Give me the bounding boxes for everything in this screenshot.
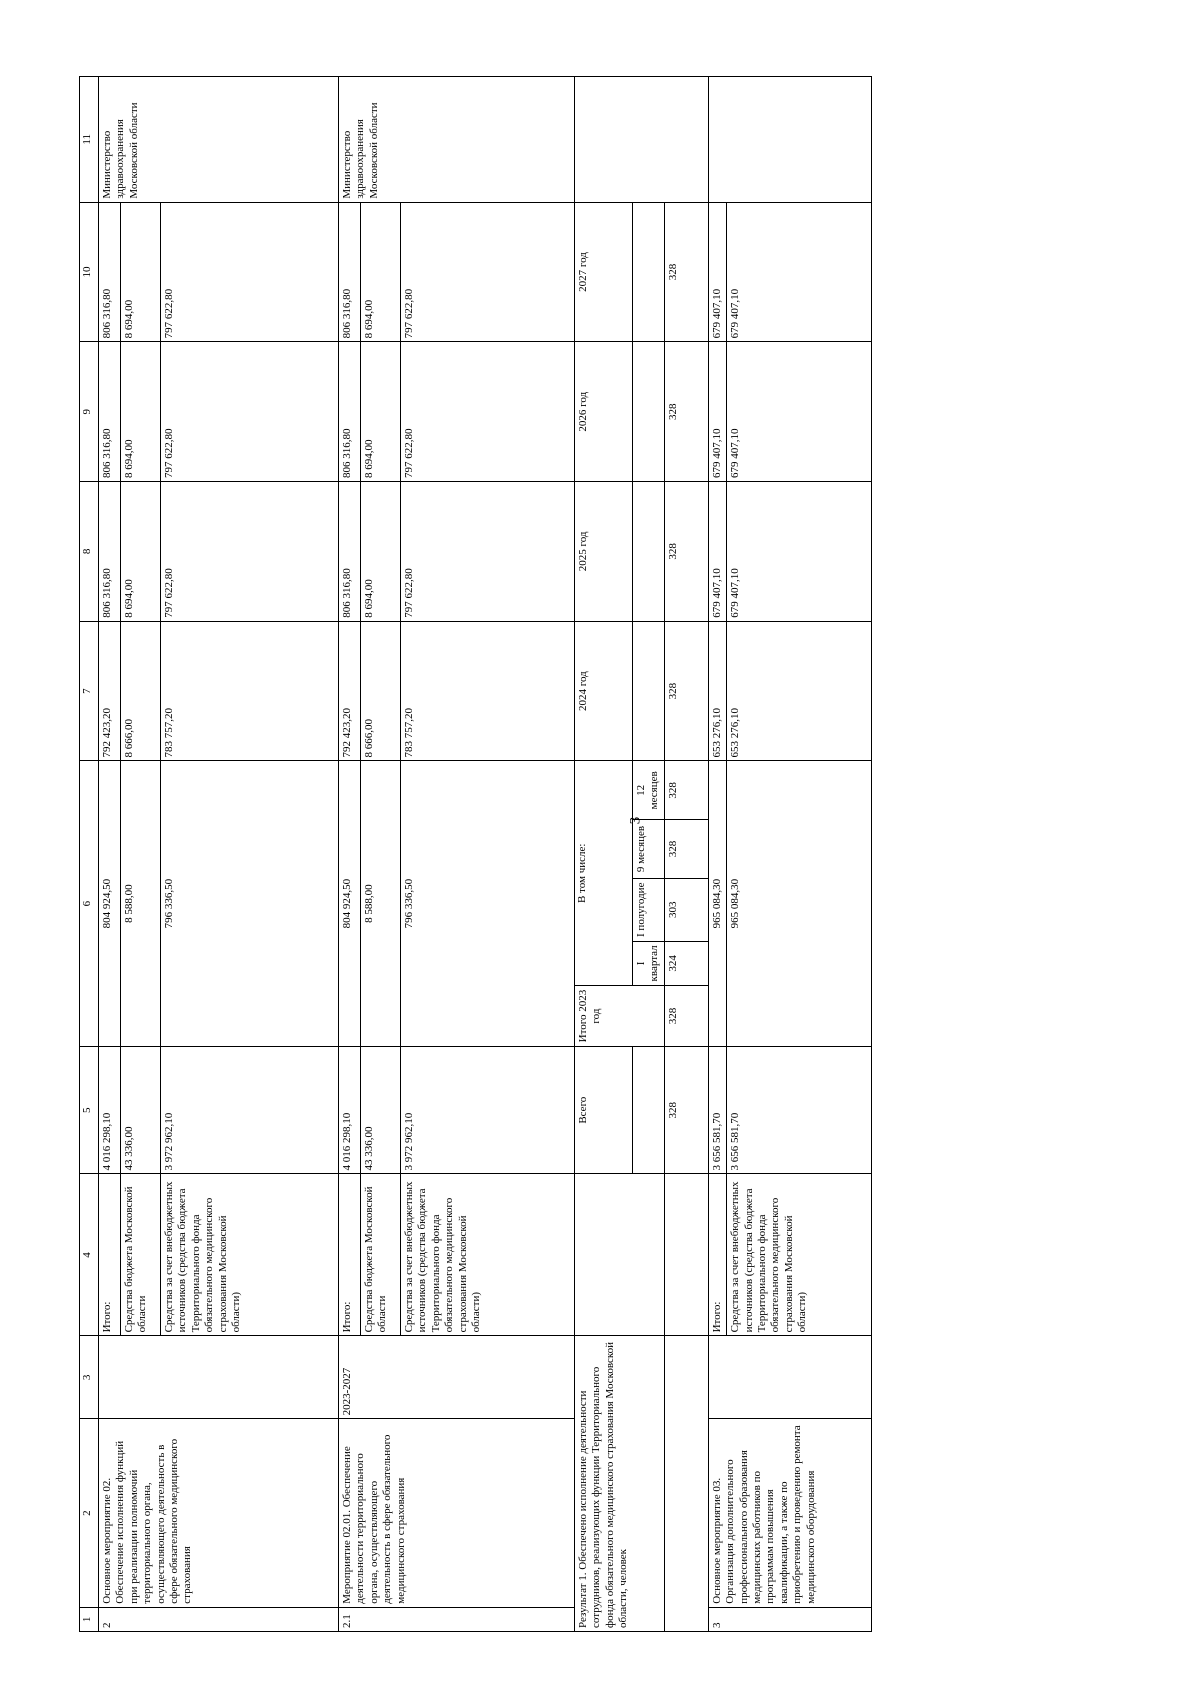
result-head-incl: В том числе: <box>575 761 633 986</box>
activity-name: Основное мероприятие 03. Организация дополнительного профессионального образования медицинских работников по программам повышения квалификации, а также по приобретению и проведению ремонта медицинского оборудования <box>708 1419 871 1607</box>
result-2027: 328 <box>664 202 708 342</box>
result-m12: 328 <box>664 761 708 820</box>
header-cell: 10 <box>80 202 99 342</box>
header-cell: 7 <box>80 621 99 761</box>
source-cell: Средства за счет внебюджетных источников (средства бюджета Территориального фонда обязательного медицинского страхования Московской области) <box>401 1174 575 1336</box>
result-head-total-sub <box>633 1046 665 1174</box>
result-source-empty <box>575 1174 665 1336</box>
year-2027-cell: 806 316,80 <box>99 202 121 342</box>
year-2027-cell: 679 407,10 <box>708 202 726 342</box>
result-head-2026-sub <box>633 342 665 482</box>
row-number: 2.1 <box>339 1607 575 1631</box>
period-cell <box>99 1336 339 1419</box>
result-values-row <box>664 77 708 1632</box>
result-2024: 328 <box>664 621 708 761</box>
year-2025-cell: 8 694,00 <box>361 482 401 622</box>
year-2024-cell: 783 757,20 <box>401 621 575 761</box>
activity-name: Мероприятие 02.01. Обеспечение деятельности территориального органа, осуществляющего деятельность в сфере обязательного медицинского страхования <box>339 1419 575 1607</box>
result-head-q1: I квартал <box>633 941 665 986</box>
executor-cell: Министерство здравоохранения Московской области <box>339 77 575 203</box>
year-2025-cell: 806 316,80 <box>99 482 121 622</box>
result-head-2027-sub <box>633 202 665 342</box>
source-cell: Средства бюджета Московской области <box>361 1174 401 1336</box>
year-2023-cell: 804 924,50 <box>99 761 121 1046</box>
year-2024-cell: 653 276,10 <box>708 621 726 761</box>
result-head-2026: 2026 год <box>575 342 633 482</box>
executor-cell: Министерство здравоохранения Московской области <box>99 77 339 203</box>
rotated-table-frame <box>79 76 950 1632</box>
year-2024-cell: 8 666,00 <box>121 621 161 761</box>
year-2027-cell: 8 694,00 <box>361 202 401 342</box>
year-2024-cell: 653 276,10 <box>727 621 872 761</box>
year-2023-cell: 796 336,50 <box>401 761 575 1046</box>
year-2027-cell: 797 622,80 <box>401 202 575 342</box>
header-cell: 9 <box>80 342 99 482</box>
table-row <box>99 77 121 1632</box>
year-2026-cell: 8 694,00 <box>361 342 401 482</box>
year-2023-cell: 796 336,50 <box>161 761 339 1046</box>
result-total: 328 <box>664 1046 708 1174</box>
result-head-itogo: Итого 2023 год <box>575 986 665 1047</box>
year-2025-cell: 806 316,80 <box>339 482 361 622</box>
source-cell: Средства за счет внебюджетных источников (средства бюджета Территориального фонда обязательного медицинского страхования Московской области) <box>161 1174 339 1336</box>
year-2026-cell: 679 407,10 <box>708 342 726 482</box>
result-head-m12: 12 месяцев <box>633 761 665 820</box>
source-cell: Средства бюджета Московской области <box>121 1174 161 1336</box>
header-cell: 5 <box>80 1046 99 1174</box>
header-cell: 3 <box>80 1336 99 1419</box>
year-2026-cell: 797 622,80 <box>401 342 575 482</box>
year-2023-cell: 804 924,50 <box>339 761 361 1046</box>
page-number: 3 <box>627 816 644 825</box>
year-2026-cell: 797 622,80 <box>161 342 339 482</box>
year-2024-cell: 792 423,20 <box>99 621 121 761</box>
total-cell: 3 656 581,70 <box>727 1046 872 1174</box>
result-head-2024: 2024 год <box>575 621 633 761</box>
result-head-total: Всего <box>575 1046 633 1174</box>
year-2024-cell: 792 423,20 <box>339 621 361 761</box>
year-2025-cell: 797 622,80 <box>401 482 575 622</box>
result-name: Результат 1. Обеспечено исполнение деятельности сотрудников, реализующих функции Территориального фонда обязательного медицинского страхования Московской области, человек <box>575 1336 665 1632</box>
year-2027-cell: 806 316,80 <box>339 202 361 342</box>
program-table <box>79 76 872 1632</box>
result-head-2025-sub <box>633 482 665 622</box>
source-cell: Средства за счет внебюджетных источников (средства бюджета Территориального фонда обязательного медицинского страхования Московской области) <box>727 1174 872 1336</box>
result-name-cont <box>664 1336 708 1632</box>
year-2027-cell: 797 622,80 <box>161 202 339 342</box>
activity-name: Основное мероприятие 02. Обеспечение исполнения функций при реализации полномочий территориального органа, осуществляющего деятельность в сфере обязательного медицинского страхования <box>99 1419 339 1607</box>
year-2025-cell: 679 407,10 <box>708 482 726 622</box>
result-head-h1: I полугодие <box>633 878 665 941</box>
header-cell: 8 <box>80 482 99 622</box>
result-itogo: 328 <box>664 986 708 1047</box>
header-cell: 1 <box>80 1607 99 1631</box>
result-source-cont <box>664 1174 708 1336</box>
header-cell: 4 <box>80 1174 99 1336</box>
year-2024-cell: 783 757,20 <box>161 621 339 761</box>
result-header-row <box>575 77 633 1632</box>
table-row <box>708 77 726 1632</box>
row-number: 2 <box>99 1607 339 1631</box>
year-2026-cell: 806 316,80 <box>339 342 361 482</box>
source-cell: Итого: <box>339 1174 361 1336</box>
result-h1: 303 <box>664 878 708 941</box>
total-cell: 3 972 962,10 <box>161 1046 339 1174</box>
result-q1: 324 <box>664 941 708 986</box>
header-row <box>80 77 99 1632</box>
total-cell: 4 016 298,10 <box>339 1046 361 1174</box>
source-cell: Итого: <box>99 1174 121 1336</box>
year-2027-cell: 8 694,00 <box>121 202 161 342</box>
executor-cell <box>708 77 871 203</box>
year-2026-cell: 8 694,00 <box>121 342 161 482</box>
table-row <box>339 77 361 1632</box>
result-executor-empty <box>575 77 709 203</box>
total-cell: 4 016 298,10 <box>99 1046 121 1174</box>
source-cell: Итого: <box>708 1174 726 1336</box>
total-cell: 3 656 581,70 <box>708 1046 726 1174</box>
year-2023-cell: 965 084,30 <box>727 761 872 1046</box>
header-cell: 6 <box>80 761 99 1046</box>
year-2023-cell: 8 588,00 <box>361 761 401 1046</box>
total-cell: 43 336,00 <box>361 1046 401 1174</box>
year-2026-cell: 806 316,80 <box>99 342 121 482</box>
result-head-2024-sub <box>633 621 665 761</box>
result-head-m9: 9 месяцев <box>633 820 665 879</box>
year-2026-cell: 679 407,10 <box>727 342 872 482</box>
year-2025-cell: 8 694,00 <box>121 482 161 622</box>
period-cell: 2023-2027 <box>339 1336 575 1419</box>
header-cell: 11 <box>80 77 99 203</box>
row-number: 3 <box>708 1607 871 1631</box>
result-2025: 328 <box>664 482 708 622</box>
year-2023-cell: 8 588,00 <box>121 761 161 1046</box>
year-2027-cell: 679 407,10 <box>727 202 872 342</box>
year-2025-cell: 679 407,10 <box>727 482 872 622</box>
year-2025-cell: 797 622,80 <box>161 482 339 622</box>
year-2024-cell: 8 666,00 <box>361 621 401 761</box>
total-cell: 43 336,00 <box>121 1046 161 1174</box>
result-m9: 328 <box>664 820 708 879</box>
header-cell: 2 <box>80 1419 99 1607</box>
table-rotated <box>79 76 950 1632</box>
period-cell <box>708 1336 871 1419</box>
total-cell: 3 972 962,10 <box>401 1046 575 1174</box>
result-head-2027: 2027 год <box>575 202 633 342</box>
result-2026: 328 <box>664 342 708 482</box>
result-head-2025: 2025 год <box>575 482 633 622</box>
year-2023-cell: 965 084,30 <box>708 761 726 1046</box>
